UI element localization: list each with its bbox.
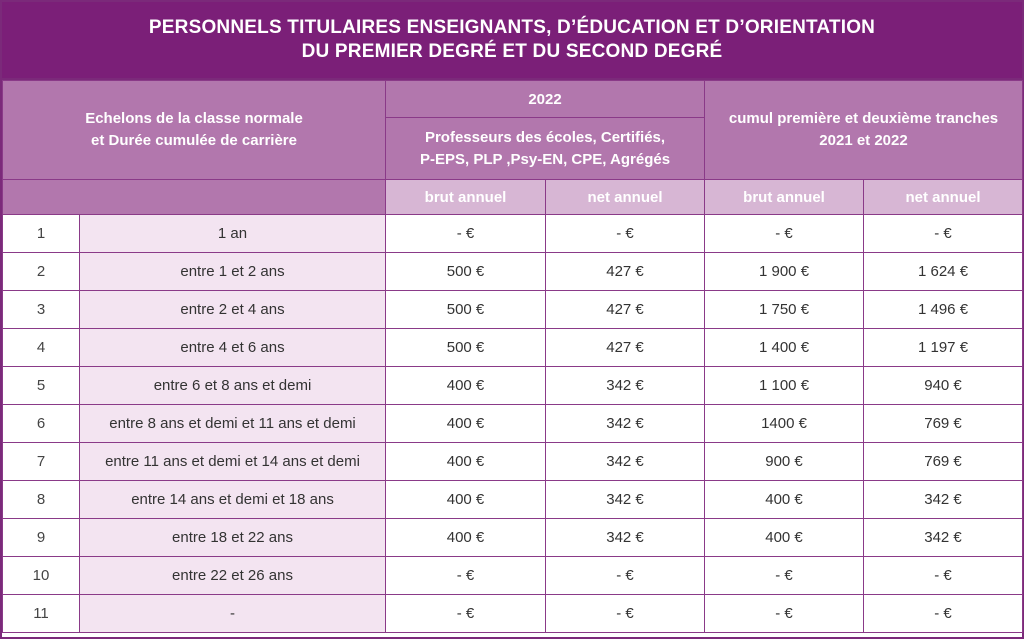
header-echelons [3, 81, 386, 180]
table-row [3, 595, 1023, 633]
net-2022-cell: - € [546, 595, 705, 633]
net-cumul-cell: 342 € [864, 481, 1023, 519]
net-cumul-cell: 1 197 € [864, 329, 1023, 367]
table-row [3, 519, 1023, 557]
net-cumul-cell: - € [864, 557, 1023, 595]
table-row [3, 215, 1023, 253]
net-cumul-cell: 1 624 € [864, 253, 1023, 291]
echelon-cell: 7 [3, 443, 80, 481]
duree-cell: entre 18 et 22 ans [80, 519, 386, 557]
echelon-cell: 2 [3, 253, 80, 291]
net-2022-cell: 342 € [546, 481, 705, 519]
net-2022-cell: - € [546, 215, 705, 253]
duree-cell: - [80, 595, 386, 633]
table-title [2, 2, 1022, 80]
duree-cell: entre 6 et 8 ans et demi [80, 367, 386, 405]
net-cumul-cell: 769 € [864, 405, 1023, 443]
echelon-cell: 4 [3, 329, 80, 367]
header-year: 2022 [386, 81, 705, 118]
net-2022-cell: 427 € [546, 329, 705, 367]
table-row [3, 481, 1023, 519]
salary-table [2, 80, 1023, 633]
header-net-2022: net annuel [546, 180, 705, 215]
brut-cumul-cell: 1 100 € [705, 367, 864, 405]
title-line-1: PERSONNELS TITULAIRES ENSEIGNANTS, D’ÉDUCATION ET D’ORIENTATION [148, 17, 876, 38]
duree-cell: entre 14 ans et demi et 18 ans [80, 481, 386, 519]
table-row [3, 405, 1023, 443]
echelon-cell: 10 [3, 557, 80, 595]
echelon-cell: 8 [3, 481, 80, 519]
header-brut-2022: brut annuel [386, 180, 546, 215]
brut-cumul-cell: - € [705, 595, 864, 633]
echelon-cell: 3 [3, 291, 80, 329]
echelon-cell: 9 [3, 519, 80, 557]
header-echelons-line-1: Echelons de la classe normale [85, 110, 303, 127]
header-brut-cumul: brut annuel [705, 180, 864, 215]
duree-cell: entre 22 et 26 ans [80, 557, 386, 595]
net-2022-cell: 427 € [546, 291, 705, 329]
table-row [3, 329, 1023, 367]
header-echelons-line-2: et Durée cumulée de carrière [91, 132, 297, 149]
brut-2022-cell: - € [386, 557, 546, 595]
duree-cell: entre 11 ans et demi et 14 ans et demi [80, 443, 386, 481]
title-line-2: DU PREMIER DEGRÉ ET DU SECOND DEGRÉ [301, 41, 723, 62]
brut-cumul-cell: 1 900 € [705, 253, 864, 291]
brut-cumul-cell: 1 750 € [705, 291, 864, 329]
net-2022-cell: - € [546, 557, 705, 595]
echelon-cell: 1 [3, 215, 80, 253]
table-row [3, 367, 1023, 405]
net-2022-cell: 342 € [546, 519, 705, 557]
brut-2022-cell: 500 € [386, 253, 546, 291]
brut-2022-cell: 400 € [386, 519, 546, 557]
duree-cell: 1 an [80, 215, 386, 253]
net-cumul-cell: 1 496 € [864, 291, 1023, 329]
net-cumul-cell: - € [864, 595, 1023, 633]
brut-cumul-cell: - € [705, 215, 864, 253]
net-cumul-cell: - € [864, 215, 1023, 253]
echelon-cell: 11 [3, 595, 80, 633]
duree-cell: entre 2 et 4 ans [80, 291, 386, 329]
table-row [3, 253, 1023, 291]
header-cumul-line-2: 2021 et 2022 [819, 132, 908, 149]
net-2022-cell: 342 € [546, 443, 705, 481]
header-echelons-spacer [3, 180, 386, 215]
duree-cell: entre 4 et 6 ans [80, 329, 386, 367]
brut-2022-cell: 400 € [386, 443, 546, 481]
table-body [3, 215, 1023, 633]
table-row [3, 291, 1023, 329]
duree-cell: entre 1 et 2 ans [80, 253, 386, 291]
duree-cell: entre 8 ans et demi et 11 ans et demi [80, 405, 386, 443]
net-cumul-cell: 940 € [864, 367, 1023, 405]
table-row [3, 443, 1023, 481]
header-cumul [705, 81, 1023, 180]
net-cumul-cell: 769 € [864, 443, 1023, 481]
echelon-cell: 6 [3, 405, 80, 443]
header-net-cumul: net annuel [864, 180, 1023, 215]
net-2022-cell: 427 € [546, 253, 705, 291]
net-2022-cell: 342 € [546, 367, 705, 405]
header-professions-line-1: Professeurs des écoles, Certifiés, [424, 128, 666, 146]
brut-cumul-cell: 1400 € [705, 405, 864, 443]
brut-cumul-cell: 400 € [705, 481, 864, 519]
net-2022-cell: 342 € [546, 405, 705, 443]
net-cumul-cell: 342 € [864, 519, 1023, 557]
header-professions [386, 118, 705, 180]
brut-2022-cell: 500 € [386, 329, 546, 367]
brut-2022-cell: - € [386, 595, 546, 633]
echelon-cell: 5 [3, 367, 80, 405]
brut-2022-cell: 400 € [386, 405, 546, 443]
brut-cumul-cell: 900 € [705, 443, 864, 481]
table-row [3, 557, 1023, 595]
header-cumul-line-1: cumul première et deuxième tranches [728, 110, 999, 127]
header-professions-line-2: P-EPS, PLP ,Psy-EN, CPE, Agrégés [419, 150, 671, 168]
brut-2022-cell: 400 € [386, 481, 546, 519]
brut-2022-cell: 500 € [386, 291, 546, 329]
brut-2022-cell: - € [386, 215, 546, 253]
brut-2022-cell: 400 € [386, 367, 546, 405]
brut-cumul-cell: - € [705, 557, 864, 595]
brut-cumul-cell: 400 € [705, 519, 864, 557]
brut-cumul-cell: 1 400 € [705, 329, 864, 367]
